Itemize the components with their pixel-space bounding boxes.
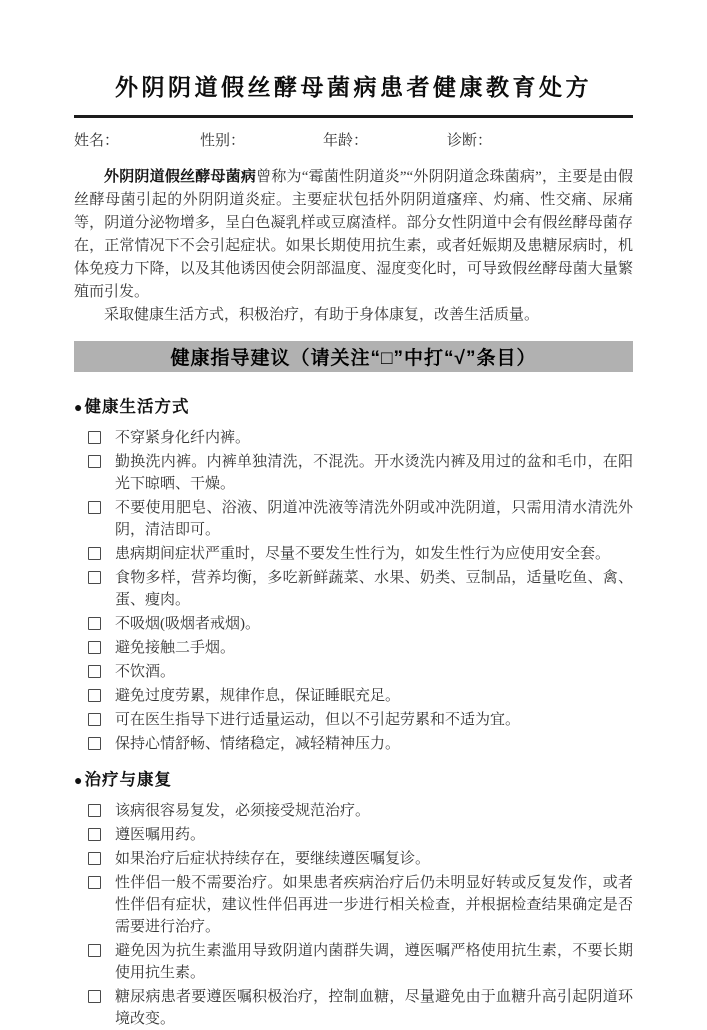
checklist-item: [88, 543, 633, 565]
checkbox-icon[interactable]: [88, 617, 101, 630]
checklist-item: [88, 940, 633, 984]
checkbox-icon[interactable]: [88, 804, 101, 817]
section-heading-label: 治疗与康复: [84, 771, 172, 789]
field-age: [323, 131, 447, 152]
checklist-item-label: 患病期间症状严重时，尽量不要发生性行为，如发生性行为应使用安全套。: [115, 546, 611, 562]
intro-paragraph: [74, 166, 633, 304]
checkbox-icon[interactable]: [88, 431, 101, 444]
checkbox-icon[interactable]: [88, 455, 101, 468]
checklist-item-label: 保持心情舒畅、情绪稳定，减轻精神压力。: [115, 736, 401, 752]
checkbox-icon[interactable]: [88, 665, 101, 678]
field-gender-write-in[interactable]: [245, 131, 323, 152]
patient-info-row: [74, 131, 633, 152]
guidance-banner: [74, 341, 633, 372]
checklist-item-label: 食物多样，营养均衡，多吃新鲜蔬菜、水果、奶类、豆制品，适量吃鱼、禽、蛋、瘦肉。: [115, 570, 633, 608]
guidance-banner-label: 健康指导建议（请关注“□”中打“√”条目）: [170, 348, 537, 369]
checklist-item: [88, 497, 633, 541]
checklist-item: [88, 567, 633, 611]
section-treatment-recovery: [74, 769, 633, 1030]
checklist-item: [88, 872, 633, 938]
intro-lead-term: 外阴阴道假丝酵母菌病: [104, 169, 257, 185]
checkbox-icon[interactable]: [88, 689, 101, 702]
checkbox-icon[interactable]: [88, 876, 101, 889]
checklist-item-label: 糖尿病患者要遵医嘱积极治疗，控制血糖，尽量避免由于血糖升高引起阴道环境改变。: [115, 989, 633, 1027]
checklist-item-label: 性伴侣一般不需要治疗。如果患者疾病治疗后仍未明显好转或反复发作，或者性伴侣有症状，建议性伴侣再进一步进行相关检查，并根据检查结果确定是否需要进行治疗。: [115, 875, 633, 935]
checkbox-icon[interactable]: [88, 547, 101, 560]
checkbox-icon[interactable]: [88, 501, 101, 514]
field-diagnosis-write-in[interactable]: [492, 131, 633, 152]
intro-body-text: 曾称为“霉菌性阴道炎”“外阴阴道念珠菌病”，主要是由假丝酵母菌引起的外阴阴道炎症。主要症状包括外阴阴道瘙痒、灼痛、性交痛、尿痛等，阴道分泌物增多，呈白色凝乳样或豆腐渣样。部分女性阴道中会有假丝酵母菌存在，正常情况下不会引起症状。如果长期使用抗生素，或者妊娠期及患糖尿病时，机体免疫力下降，以及其他诱因使会阴部温度、湿度变化时，可导致假丝酵母菌大量繁殖而引发。: [74, 169, 633, 300]
field-name: [74, 131, 200, 152]
bullet-icon: ●: [74, 399, 84, 415]
checkbox-icon[interactable]: [88, 852, 101, 865]
field-diagnosis: [447, 131, 633, 152]
field-age-write-in[interactable]: [368, 131, 447, 152]
checklist-item-label: 遵医嘱用药。: [115, 827, 206, 843]
section-heading-healthy-lifestyle: [74, 396, 633, 418]
checkbox-icon[interactable]: [88, 713, 101, 726]
checklist-item: [88, 824, 633, 846]
checklist-item-label: 不穿紧身化纤内裤。: [115, 430, 251, 446]
checklist-item: [88, 427, 633, 449]
field-name-write-in[interactable]: [119, 131, 200, 152]
checklist-item: [88, 848, 633, 870]
bullet-icon: ●: [74, 772, 84, 788]
checklist-item: [88, 637, 633, 659]
checklist-item-label: 不饮酒。: [115, 664, 176, 680]
checklist-item-label: 不吸烟(吸烟者戒烟)。: [115, 616, 260, 632]
checklist-item: [88, 451, 633, 495]
checklist-item-label: 可在医生指导下进行适量运动，但以不引起劳累和不适为宜。: [115, 712, 521, 728]
checklist-item-label: 避免接触二手烟。: [115, 640, 236, 656]
checklist-item-label: 该病很容易复发，必须接受规范治疗。: [115, 803, 371, 819]
section-heading-label: 健康生活方式: [84, 398, 190, 416]
title-divider: [74, 115, 633, 118]
intro-paragraph-2: 采取健康生活方式，积极治疗，有助于身体康复，改善生活质量。: [104, 307, 540, 323]
field-diagnosis-label: 诊断：: [447, 133, 493, 149]
checklist-item: [88, 709, 633, 731]
section-healthy-lifestyle: [74, 396, 633, 755]
checkbox-icon[interactable]: [88, 571, 101, 584]
checklist-item: [88, 733, 633, 755]
checkbox-icon[interactable]: [88, 828, 101, 841]
checklist-healthy-lifestyle: [74, 427, 633, 755]
field-age-label: 年龄：: [323, 133, 369, 149]
checklist-item: [88, 613, 633, 635]
checklist-item-label: 避免因为抗生素滥用导致阴道内菌群失调，遵医嘱严格使用抗生素，不要长期使用抗生素。: [115, 943, 633, 981]
checklist-item-label: 如果治疗后症状持续存在，要继续遵医嘱复诊。: [115, 851, 431, 867]
checklist-item: [88, 661, 633, 683]
field-gender: [200, 131, 323, 152]
field-gender-label: 性别：: [200, 133, 246, 149]
checkbox-icon[interactable]: [88, 990, 101, 1003]
checklist-item-label: 不要使用肥皂、浴液、阴道冲洗液等清洗外阴或冲洗阴道，只需用清水清洗外阴，清洁即可。: [115, 500, 633, 538]
checkbox-icon[interactable]: [88, 737, 101, 750]
checklist-item: [88, 800, 633, 822]
checklist-item-label: 避免过度劳累，规律作息，保证睡眠充足。: [115, 688, 401, 704]
page-title: 外阴阴道假丝酵母菌病患者健康教育处方: [115, 74, 592, 100]
checklist-item: [88, 685, 633, 707]
checkbox-icon[interactable]: [88, 944, 101, 957]
checklist-item-label: 勤换洗内裤。内裤单独清洗，不混洗。开水烫洗内裤及用过的盆和毛巾，在阳光下晾晒、干燥。: [115, 454, 633, 492]
checkbox-icon[interactable]: [88, 641, 101, 654]
checklist-treatment-recovery: [74, 800, 633, 1030]
checklist-item: [88, 986, 633, 1030]
field-name-label: 姓名：: [74, 133, 120, 149]
section-heading-treatment-recovery: [74, 769, 633, 791]
